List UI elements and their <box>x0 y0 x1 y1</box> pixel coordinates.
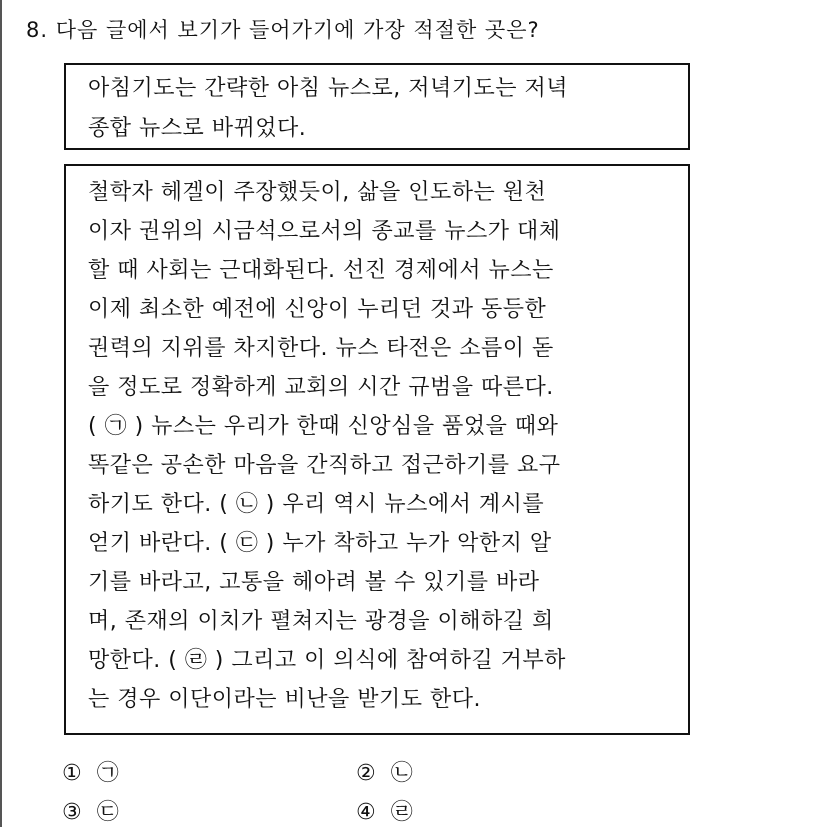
passage-line: 얻기 바란다. ( ㉢ ) 누가 착하고 누가 악한지 알 <box>88 531 552 556</box>
passage-line: ( ㉠ ) 뉴스는 우리가 한때 신앙심을 품었을 때와 <box>88 414 559 439</box>
choice-3[interactable]: ③ ㉢ <box>62 800 123 825</box>
passage-line: 이제 최소한 예전에 신앙이 누리던 것과 동등한 <box>88 297 547 322</box>
passage-line: 이자 권위의 시금석으로서의 종교를 뉴스가 대체 <box>88 219 561 244</box>
example-line: 종합 뉴스로 바뀌었다. <box>88 116 307 141</box>
passage-line: 할 때 사회는 근대화된다. 선진 경제에서 뉴스는 <box>88 258 554 283</box>
example-line: 아침기도는 간략한 아침 뉴스로, 저녁기도는 저녁 <box>88 76 569 101</box>
choice-2[interactable]: ② ㉡ <box>356 761 417 786</box>
choice-1[interactable]: ① ㉠ <box>62 761 123 786</box>
passage-line: 기를 바라고, 고통을 헤아려 볼 수 있기를 바라 <box>88 570 540 595</box>
example-box <box>64 63 690 150</box>
passage-line: 권력의 지위를 차지한다. 뉴스 타전은 소름이 돋 <box>88 336 554 361</box>
question-title: 8. 다음 글에서 보기가 들어가기에 가장 적절한 곳은? <box>26 18 540 42</box>
passage-line: 철학자 헤겔이 주장했듯이, 삶을 인도하는 원천 <box>88 180 547 205</box>
passage-line: 는 경우 이단이라는 비난을 받기도 한다. <box>88 687 481 712</box>
passage-line: 망한다. ( ㉣ ) 그리고 이 의식에 참여하길 거부하 <box>88 648 566 673</box>
passage-line: 을 정도로 정확하게 교회의 시간 규범을 따른다. <box>88 375 554 400</box>
choice-4[interactable]: ④ ㉣ <box>356 800 417 825</box>
passage-line: 며, 존재의 이치가 펼쳐지는 광경을 이해하길 희 <box>88 609 554 634</box>
passage-line: 하기도 한다. ( ㉡ ) 우리 역시 뉴스에서 계시를 <box>88 492 545 517</box>
passage-line: 똑같은 공손한 마음을 간직하고 접근하기를 요구 <box>88 453 561 478</box>
passage-box <box>64 164 690 735</box>
